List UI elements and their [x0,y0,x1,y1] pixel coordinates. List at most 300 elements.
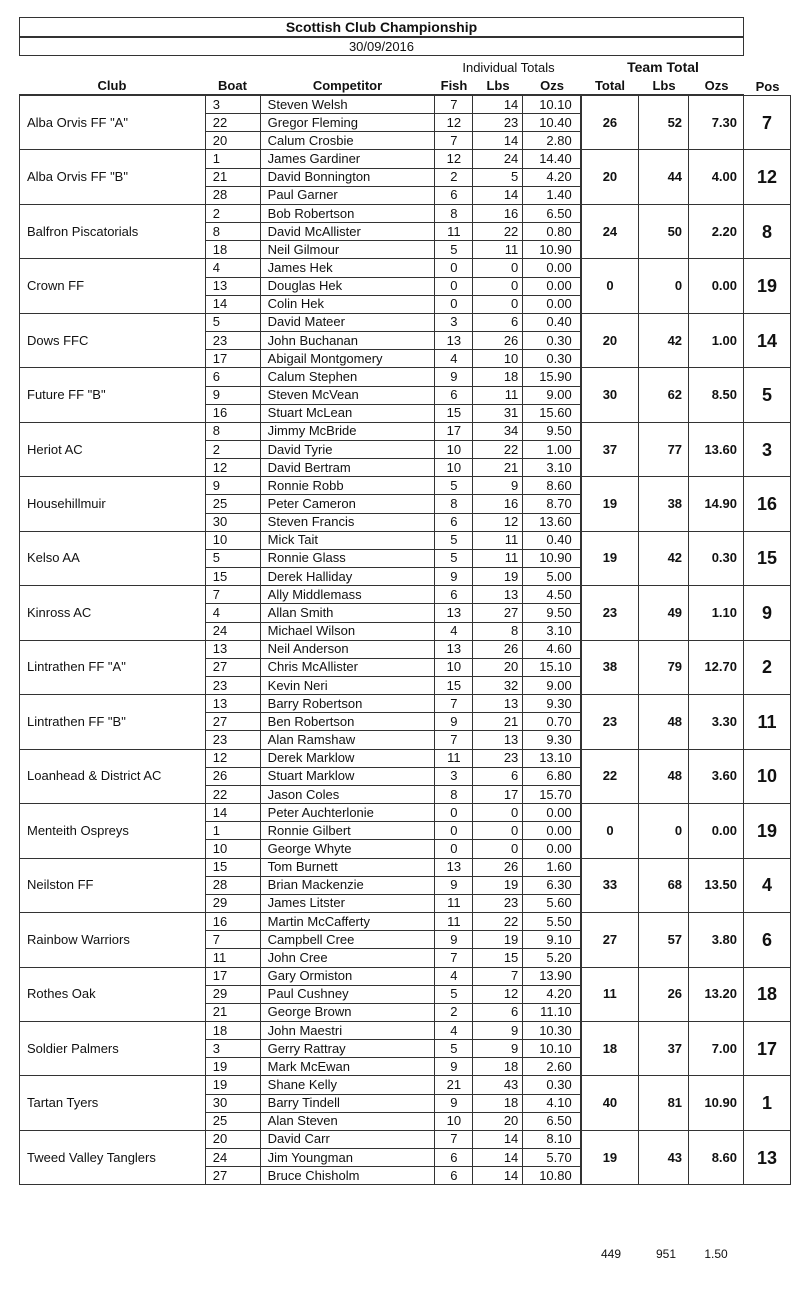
competitor-ozs: 15.90 [523,368,581,386]
club-name: Househillmuir [20,477,206,531]
competitor-ozs: 10.40 [523,114,581,132]
team-fish-total: 0 [581,804,639,858]
ozs-column-header: Ozs [540,78,564,93]
team-fish-total: 23 [581,586,639,640]
competitor-row [20,150,791,168]
competitor-lbs: 20 [473,658,523,676]
competitor-fish: 4 [435,350,473,368]
team-ozs-total: 0.00 [689,804,744,858]
competitor-name: Douglas Hek [260,277,435,295]
competitor-lbs: 0 [473,822,523,840]
competitor-name: David McAllister [260,223,435,241]
competitor-ozs: 4.20 [523,985,581,1003]
competitor-lbs: 26 [473,858,523,876]
competitor-name: Neil Gilmour [260,241,435,259]
competitor-lbs: 20 [473,1112,523,1130]
competitor-fish: 4 [435,1021,473,1039]
boat-number: 17 [205,967,260,985]
competitor-ozs: 9.30 [523,731,581,749]
competitor-ozs: 6.50 [523,204,581,222]
boat-number: 21 [205,1003,260,1021]
boat-column-header: Boat [218,78,247,93]
results-grid [19,95,791,1185]
competitor-lbs: 21 [473,713,523,731]
competitor-name: Bruce Chisholm [260,1167,435,1185]
competitor-lbs: 6 [473,313,523,331]
competitor-fish: 5 [435,531,473,549]
team-ozs-total: 0.00 [689,259,744,313]
competitor-lbs: 16 [473,495,523,513]
competitor-name: Peter Auchterlonie [260,804,435,822]
competitor-name: Campbell Cree [260,931,435,949]
competitor-fish: 6 [435,586,473,604]
competitor-lbs: 21 [473,459,523,477]
boat-number: 28 [205,876,260,894]
club-name: Future FF "B" [20,368,206,422]
boat-number: 1 [205,150,260,168]
competitor-fish: 0 [435,277,473,295]
grand-total-fish: 449 [600,1247,622,1261]
team-position: 13 [744,1130,791,1184]
team-ozs-header: Ozs [704,78,729,93]
competitor-row [20,96,791,114]
competitor-lbs: 0 [473,277,523,295]
competitor-lbs: 11 [473,241,523,259]
team-lbs-total: 48 [639,695,689,749]
competitor-lbs: 6 [473,1003,523,1021]
team-position: 7 [744,96,791,150]
competitor-fish: 7 [435,1130,473,1148]
competitor-ozs: 10.10 [523,1040,581,1058]
boat-number: 2 [205,440,260,458]
competitor-lbs: 13 [473,695,523,713]
competitor-name: Stuart McLean [260,404,435,422]
competitor-fish: 6 [435,1149,473,1167]
competitor-name: Barry Robertson [260,695,435,713]
competitor-lbs: 9 [473,477,523,495]
competitor-lbs: 9 [473,1040,523,1058]
competitor-ozs: 14.40 [523,150,581,168]
competitor-fish: 9 [435,568,473,586]
team-position: 19 [744,259,791,313]
competitor-lbs: 14 [473,1149,523,1167]
competitor-ozs: 4.10 [523,1094,581,1112]
competitor-name: Paul Garner [260,186,435,204]
boat-number: 6 [205,368,260,386]
competitor-lbs: 0 [473,840,523,858]
competitor-lbs: 10 [473,350,523,368]
competitor-name: David Bertram [260,459,435,477]
team-ozs-total: 7.00 [689,1021,744,1075]
boat-number: 5 [205,313,260,331]
competitor-ozs: 5.50 [523,913,581,931]
competitor-ozs: 11.10 [523,1003,581,1021]
competitor-ozs: 4.20 [523,168,581,186]
team-fish-total: 24 [581,204,639,258]
boat-number: 25 [205,1112,260,1130]
competitor-ozs: 6.30 [523,876,581,894]
competitor-fish: 2 [435,168,473,186]
competitor-name: Steven McVean [260,386,435,404]
competitor-name: Mick Tait [260,531,435,549]
competitor-ozs: 0.00 [523,295,581,313]
club-name: Crown FF [20,259,206,313]
team-ozs-total: 3.30 [689,695,744,749]
competitor-ozs: 0.00 [523,840,581,858]
club-name: Tartan Tyers [20,1076,206,1130]
team-ozs-total: 12.70 [689,640,744,694]
competitor-name: Jason Coles [260,785,435,803]
competitor-lbs: 14 [473,1130,523,1148]
competitor-name: Chris McAllister [260,658,435,676]
competitor-lbs: 18 [473,1058,523,1076]
lbs-column-header: Lbs [486,78,510,93]
competitor-ozs: 9.30 [523,695,581,713]
competitor-name: Ronnie Gilbert [260,822,435,840]
competitor-lbs: 18 [473,1094,523,1112]
team-fish-total: 26 [581,96,639,150]
boat-number: 8 [205,422,260,440]
competitor-fish: 15 [435,404,473,422]
competitor-fish: 5 [435,477,473,495]
club-name: Lintrathen FF "A" [20,640,206,694]
team-fish-total: 40 [581,1076,639,1130]
competitor-name: George Whyte [260,840,435,858]
competitor-name: Abigail Montgomery [260,350,435,368]
competitor-name: Ronnie Glass [260,549,435,567]
competitor-name: Martin McCafferty [260,913,435,931]
competitor-name: James Litster [260,894,435,912]
competitor-lbs: 19 [473,876,523,894]
competitor-ozs: 5.70 [523,1149,581,1167]
team-ozs-total: 2.20 [689,204,744,258]
competitor-ozs: 0.30 [523,332,581,350]
club-name: Dows FFC [20,313,206,367]
competitor-name: Gary Ormiston [260,967,435,985]
team-position: 18 [744,967,791,1021]
competitor-ozs: 0.00 [523,259,581,277]
boat-number: 7 [205,931,260,949]
boat-number: 9 [205,477,260,495]
competitor-fish: 9 [435,931,473,949]
competitor-name: Alan Steven [260,1112,435,1130]
competitor-ozs: 4.50 [523,586,581,604]
competitor-lbs: 34 [473,422,523,440]
competitor-lbs: 12 [473,985,523,1003]
boat-number: 15 [205,568,260,586]
boat-number: 4 [205,604,260,622]
competitor-lbs: 26 [473,640,523,658]
boat-number: 23 [205,731,260,749]
competitor-name: Bob Robertson [260,204,435,222]
team-ozs-total: 1.10 [689,586,744,640]
competitor-fish: 5 [435,985,473,1003]
team-lbs-total: 37 [639,1021,689,1075]
team-total-header: Team Total [627,59,699,75]
boat-number: 11 [205,949,260,967]
team-position: 4 [744,858,791,912]
competitor-lbs: 12 [473,513,523,531]
competitor-name: Peter Cameron [260,495,435,513]
competitor-row [20,967,791,985]
competitor-ozs: 13.60 [523,513,581,531]
boat-number: 27 [205,658,260,676]
competitor-name: David Tyrie [260,440,435,458]
competitor-row [20,1076,791,1094]
competitor-fish: 0 [435,840,473,858]
boat-number: 18 [205,1021,260,1039]
team-ozs-total: 8.60 [689,1130,744,1184]
competitor-lbs: 7 [473,967,523,985]
competitor-lbs: 32 [473,677,523,695]
team-lbs-total: 62 [639,368,689,422]
boat-number: 13 [205,695,260,713]
competitor-ozs: 5.00 [523,568,581,586]
position-column-header: Pos [755,79,780,94]
competitor-ozs: 13.90 [523,967,581,985]
competitor-fish: 21 [435,1076,473,1094]
boat-number: 29 [205,894,260,912]
competitor-row [20,259,791,277]
team-position: 11 [744,695,791,749]
competitor-name: Stuart Marklow [260,767,435,785]
competitor-lbs: 17 [473,785,523,803]
club-name: Alba Orvis FF "A" [20,96,206,150]
boat-number: 24 [205,1149,260,1167]
team-fish-total: 19 [581,531,639,585]
team-fish-total: 27 [581,913,639,967]
boat-number: 14 [205,295,260,313]
competitor-fish: 2 [435,1003,473,1021]
competitor-fish: 5 [435,1040,473,1058]
competitor-lbs: 0 [473,804,523,822]
competitor-lbs: 11 [473,386,523,404]
competitor-row [20,531,791,549]
competitor-ozs: 10.10 [523,96,581,114]
competitor-fish: 9 [435,713,473,731]
club-name: Balfron Piscatorials [20,204,206,258]
boat-number: 19 [205,1058,260,1076]
competitor-lbs: 0 [473,259,523,277]
boat-number: 24 [205,622,260,640]
competitor-name: Tom Burnett [260,858,435,876]
competitor-name: James Hek [260,259,435,277]
team-fish-total: 30 [581,368,639,422]
team-fish-total: 33 [581,858,639,912]
competitor-fish: 11 [435,913,473,931]
competitor-fish: 9 [435,368,473,386]
sheet-title: Scottish Club Championship [19,17,744,37]
competitor-ozs: 0.80 [523,223,581,241]
competitor-fish: 13 [435,332,473,350]
competitor-fish: 0 [435,259,473,277]
team-fish-total: 11 [581,967,639,1021]
boat-number: 9 [205,386,260,404]
club-name: Kelso AA [20,531,206,585]
team-ozs-total: 0.30 [689,531,744,585]
competitor-fish: 0 [435,295,473,313]
boat-number: 28 [205,186,260,204]
boat-number: 13 [205,640,260,658]
boat-number: 14 [205,804,260,822]
competitor-name: John Buchanan [260,332,435,350]
competitor-ozs: 8.70 [523,495,581,513]
boat-number: 27 [205,713,260,731]
competitor-ozs: 0.40 [523,531,581,549]
competitor-name: Neil Anderson [260,640,435,658]
competitor-name: John Cree [260,949,435,967]
competitor-name: Jimmy McBride [260,422,435,440]
competitor-name: Kevin Neri [260,677,435,695]
competitor-name: Ronnie Robb [260,477,435,495]
competitor-name: Alan Ramshaw [260,731,435,749]
competitor-fish: 13 [435,640,473,658]
boat-number: 19 [205,1076,260,1094]
competitor-lbs: 8 [473,622,523,640]
competitor-name: Colin Hek [260,295,435,313]
team-position: 5 [744,368,791,422]
competitor-row [20,477,791,495]
competitor-name: Steven Welsh [260,96,435,114]
club-name: Rainbow Warriors [20,913,206,967]
competitor-ozs: 10.90 [523,241,581,259]
competitor-fish: 4 [435,622,473,640]
team-fish-total: 22 [581,749,639,803]
competitor-lbs: 9 [473,1021,523,1039]
boat-number: 1 [205,822,260,840]
team-fish-total: 19 [581,1130,639,1184]
competitor-name: Allan Smith [260,604,435,622]
boat-number: 22 [205,785,260,803]
competitor-name: Ben Robertson [260,713,435,731]
competitor-name: David Carr [260,1130,435,1148]
competitor-lbs: 22 [473,440,523,458]
team-fish-total: 37 [581,422,639,476]
competitor-lbs: 19 [473,931,523,949]
boat-number: 10 [205,531,260,549]
team-ozs-total: 10.90 [689,1076,744,1130]
competitor-fish: 3 [435,313,473,331]
competitor-lbs: 14 [473,1167,523,1185]
competitor-ozs: 10.90 [523,549,581,567]
competitor-lbs: 27 [473,604,523,622]
team-lbs-total: 48 [639,749,689,803]
team-lbs-total: 68 [639,858,689,912]
competitor-fish: 10 [435,1112,473,1130]
team-ozs-total: 3.60 [689,749,744,803]
boat-number: 10 [205,840,260,858]
sheet-date: 30/09/2016 [19,37,744,56]
club-name: Heriot AC [20,422,206,476]
competitor-row [20,913,791,931]
competitor-ozs: 1.60 [523,858,581,876]
club-name: Kinross AC [20,586,206,640]
competitor-ozs: 3.10 [523,622,581,640]
competitor-lbs: 19 [473,568,523,586]
competitor-ozs: 9.50 [523,422,581,440]
team-lbs-total: 43 [639,1130,689,1184]
competitor-fish: 6 [435,186,473,204]
competitor-ozs: 9.50 [523,604,581,622]
boat-number: 30 [205,1094,260,1112]
competitor-name: Derek Marklow [260,749,435,767]
competitor-ozs: 3.10 [523,459,581,477]
competitor-name: George Brown [260,1003,435,1021]
team-lbs-total: 81 [639,1076,689,1130]
competitor-lbs: 6 [473,767,523,785]
competitor-ozs: 6.80 [523,767,581,785]
competitor-lbs: 23 [473,114,523,132]
team-lbs-total: 44 [639,150,689,204]
boat-number: 4 [205,259,260,277]
competitor-fish: 8 [435,785,473,803]
fish-column-header: Fish [440,78,468,93]
competitor-ozs: 9.10 [523,931,581,949]
competitor-ozs: 5.60 [523,894,581,912]
competitor-ozs: 0.30 [523,350,581,368]
boat-number: 17 [205,350,260,368]
competitor-fish: 13 [435,858,473,876]
competitor-fish: 7 [435,949,473,967]
competitor-name: Derek Halliday [260,568,435,586]
team-lbs-total: 38 [639,477,689,531]
results-table [19,95,791,1185]
club-name: Alba Orvis FF "B" [20,150,206,204]
team-ozs-total: 13.20 [689,967,744,1021]
competitor-fish: 5 [435,241,473,259]
team-ozs-total: 4.00 [689,150,744,204]
competitor-lbs: 14 [473,186,523,204]
competitor-name: John Maestri [260,1021,435,1039]
team-lbs-total: 77 [639,422,689,476]
team-fish-total: 18 [581,1021,639,1075]
competitor-lbs: 24 [473,150,523,168]
team-ozs-total: 3.80 [689,913,744,967]
competitor-fish: 12 [435,114,473,132]
competitor-ozs: 6.50 [523,1112,581,1130]
competitor-fish: 10 [435,658,473,676]
competitor-lbs: 13 [473,731,523,749]
boat-number: 22 [205,114,260,132]
competitor-fish: 6 [435,513,473,531]
competitor-ozs: 9.00 [523,386,581,404]
competitor-lbs: 22 [473,223,523,241]
team-lbs-total: 42 [639,531,689,585]
competitor-ozs: 0.00 [523,277,581,295]
competitor-name: Calum Stephen [260,368,435,386]
competitor-name: Gregor Fleming [260,114,435,132]
boat-number: 5 [205,549,260,567]
competitor-ozs: 10.80 [523,1167,581,1185]
club-name: Lintrathen FF "B" [20,695,206,749]
boat-number: 23 [205,677,260,695]
team-position: 2 [744,640,791,694]
competitor-ozs: 2.60 [523,1058,581,1076]
competitor-row [20,204,791,222]
team-position: 8 [744,204,791,258]
competitor-fish: 11 [435,894,473,912]
boat-number: 29 [205,985,260,1003]
team-lbs-header: Lbs [652,78,676,93]
competitor-name: Barry Tindell [260,1094,435,1112]
competitor-name: Mark McEwan [260,1058,435,1076]
competitor-name: Paul Cushney [260,985,435,1003]
competitor-ozs: 1.40 [523,186,581,204]
competitor-ozs: 13.10 [523,749,581,767]
boat-number: 12 [205,459,260,477]
competitor-fish: 7 [435,96,473,114]
competitor-fish: 5 [435,549,473,567]
